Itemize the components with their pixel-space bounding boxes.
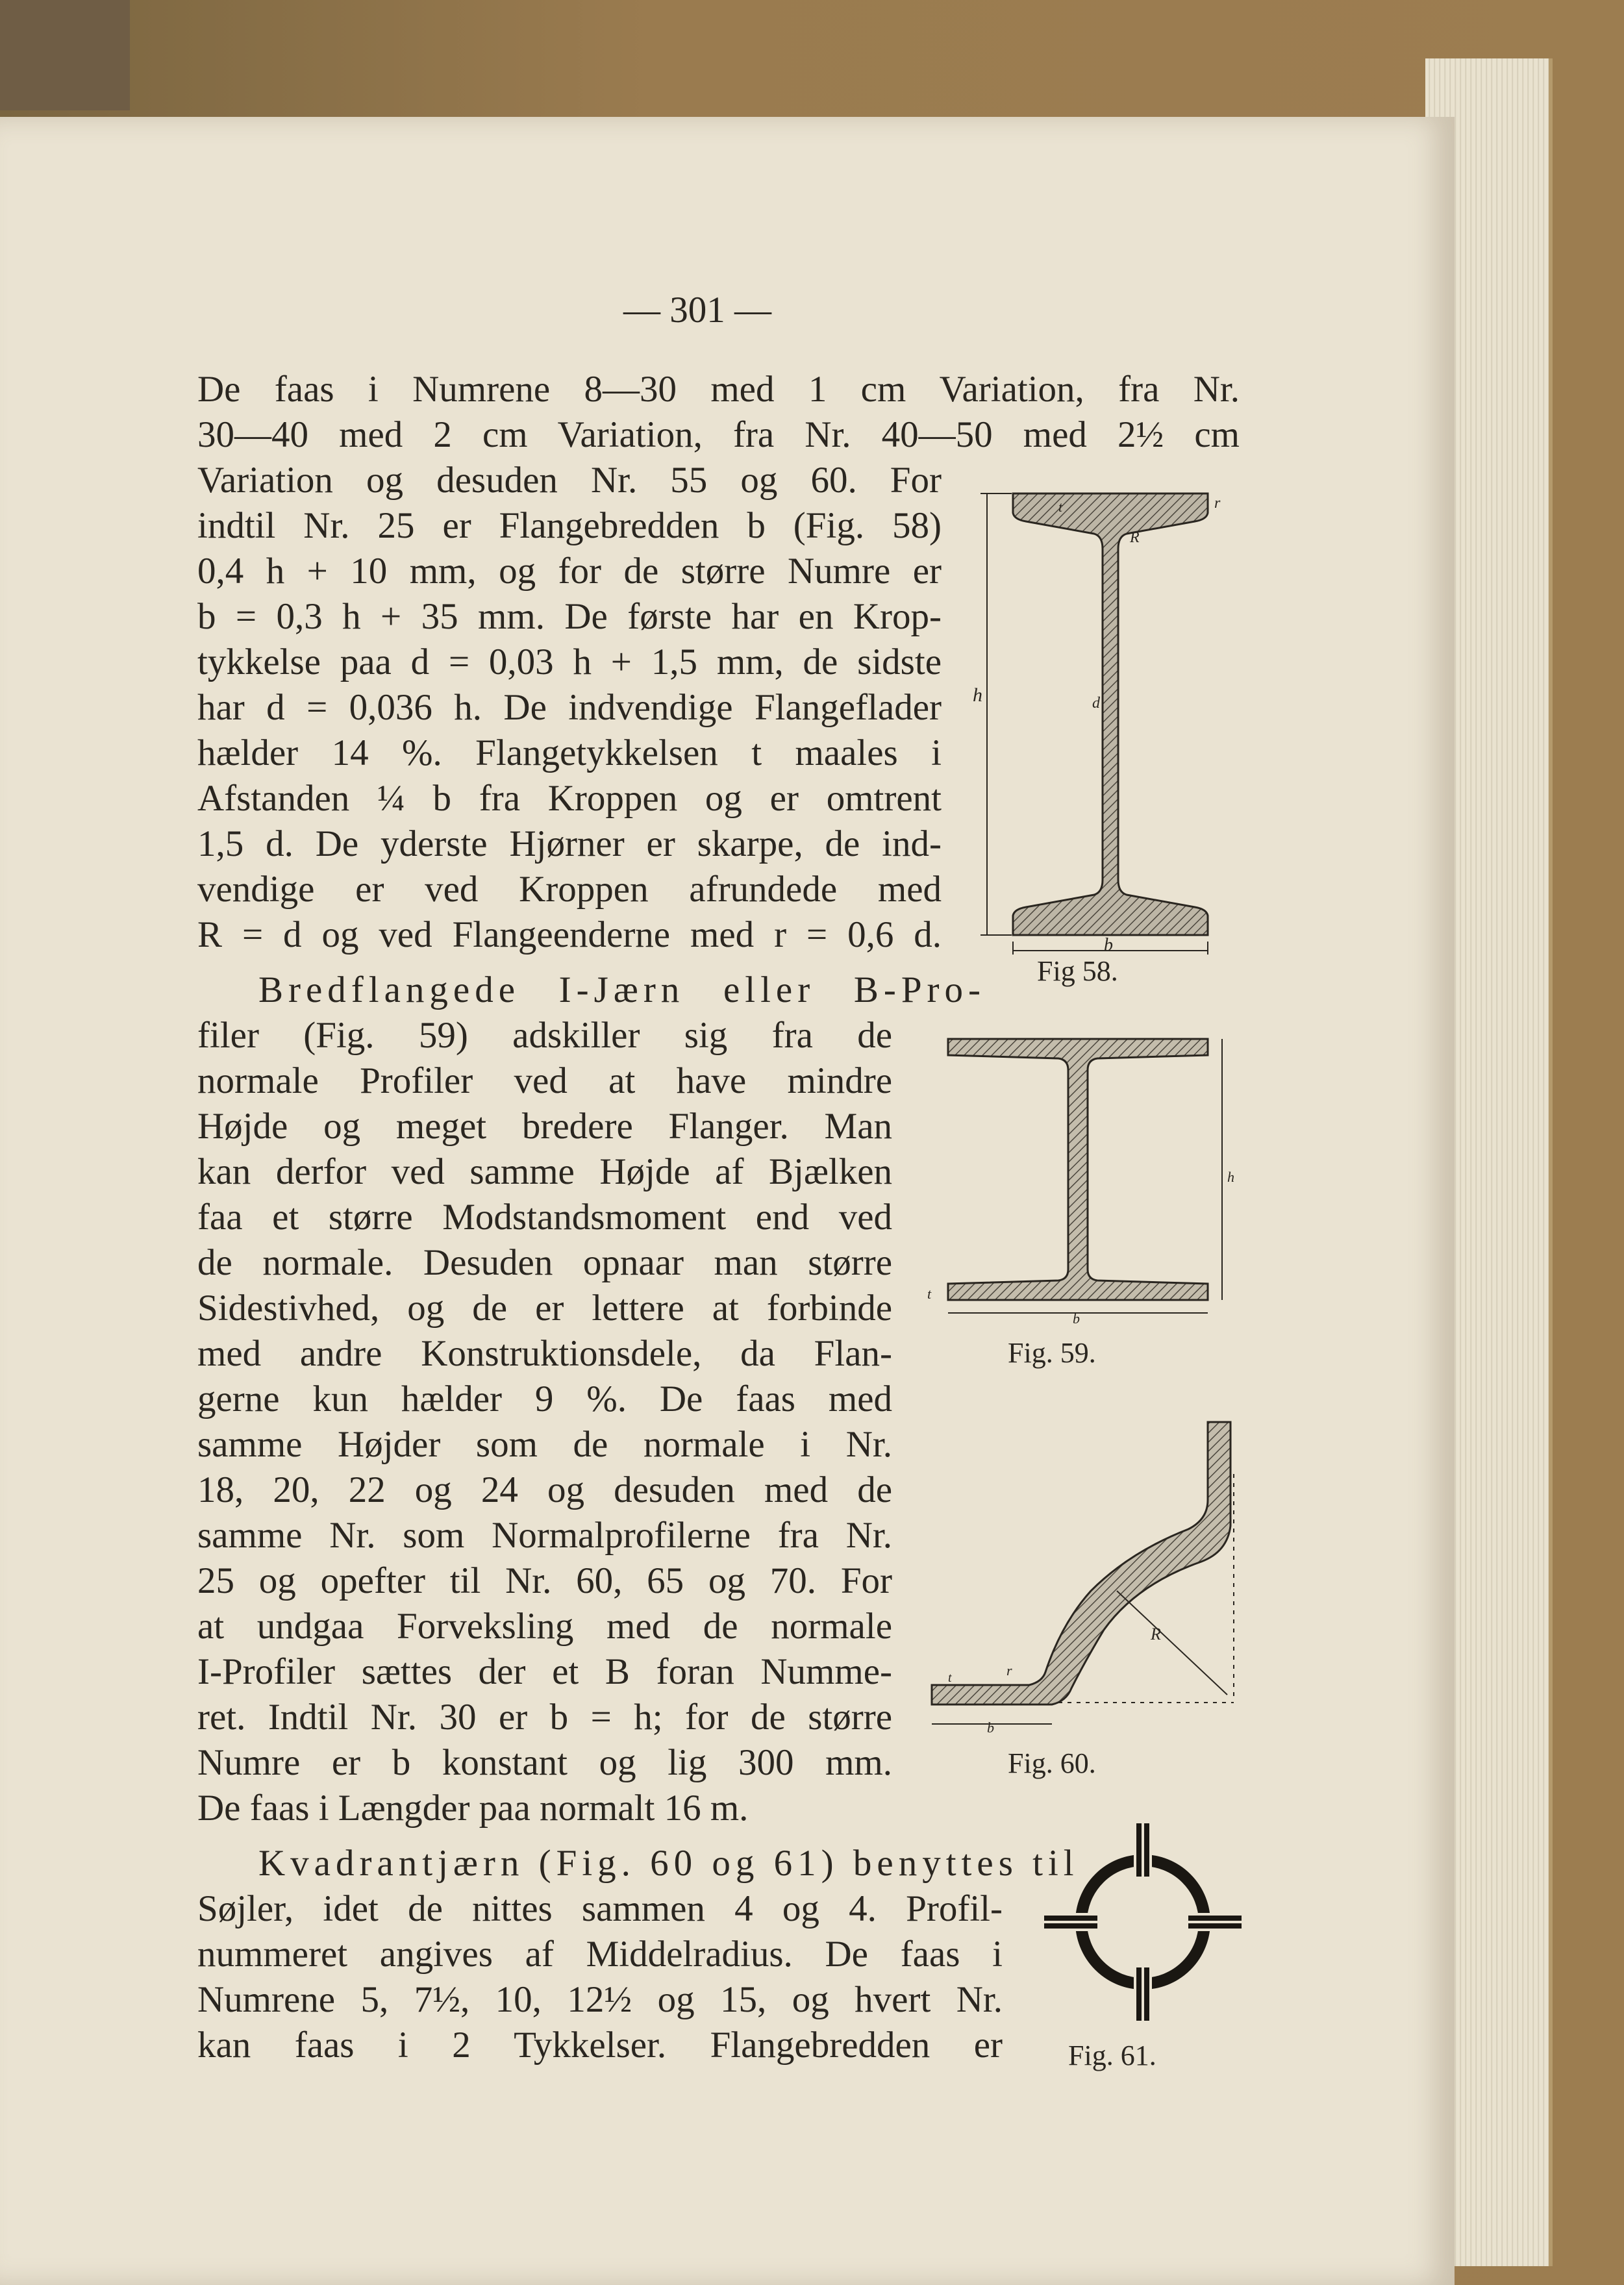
text-line-20: de normale. Desuden opnaar man større bbox=[197, 1242, 892, 1283]
fig59-broad-flange-diagram bbox=[922, 1032, 1247, 1325]
text-line-37: kan faas i 2 Tykkelser. Flangebredden er bbox=[197, 2025, 1003, 2066]
text-line-21: Sidestivhed, og de er lettere at forbinde bbox=[197, 1288, 892, 1329]
text-line-32: De faas i Længder paa normalt 16 m. bbox=[197, 1788, 749, 1829]
spine-cloth bbox=[0, 0, 130, 110]
text-line-12: vendige er ved Kroppen afrundede med bbox=[197, 869, 942, 910]
text-line-16: normale Profiler ved at have mindre bbox=[197, 1060, 892, 1101]
text-line-17: Højde og meget bredere Flanger. Man bbox=[197, 1106, 892, 1147]
text-line-3: Variation og desuden Nr. 55 og 60. For bbox=[197, 460, 942, 501]
text-line-10: Afstanden ¼ b fra Kroppen og er omtrent bbox=[197, 778, 942, 819]
text-line-5: 0,4 h + 10 mm, og for de større Numre er bbox=[197, 551, 942, 592]
fig61-caption: Fig. 61. bbox=[1068, 2040, 1156, 2071]
fig58-ibeam-diagram bbox=[968, 481, 1240, 955]
text-line-7: tykkelse paa d = 0,03 h + 1,5 mm, de sidste bbox=[197, 642, 942, 682]
fig58-label-R: R bbox=[1130, 529, 1140, 546]
text-line-23: gerne kun hælder 9 %. De faas med bbox=[197, 1379, 892, 1419]
fig58-label-b: b bbox=[1104, 935, 1113, 955]
fig59-caption: Fig. 59. bbox=[1008, 1337, 1096, 1369]
text-line-11: 1,5 d. De yderste Hjørner er skarpe, de ind- bbox=[197, 823, 942, 864]
fig58-label-d: d bbox=[1092, 695, 1100, 712]
fig60-label-b: b bbox=[987, 1719, 994, 1734]
text-line-36: Numrene 5, 7½, 10, 12½ og 15, og hvert Nr. bbox=[197, 1979, 1003, 2020]
text-line-14: Bredflangede I-Jærn eller B-Pro- bbox=[258, 969, 986, 1010]
text-line-22: med andre Konstruktionsdele, da Flan- bbox=[197, 1333, 892, 1374]
text-line-27: 25 og opefter til Nr. 60, 65 og 70. For bbox=[197, 1560, 892, 1601]
text-line-28: at undgaa Forveksling med de normale bbox=[197, 1606, 892, 1647]
fig59-label-h: h bbox=[1227, 1169, 1234, 1185]
fig60-caption: Fig. 60. bbox=[1008, 1747, 1096, 1779]
text-line-8: har d = 0,036 h. De indvendige Flangeflader bbox=[197, 687, 942, 728]
fig60-label-t: t bbox=[948, 1671, 952, 1685]
text-line-33: Kvadrantjærn (Fig. 60 og 61) benyttes til bbox=[258, 1843, 1079, 1884]
text-line-19: faa et større Modstandsmoment end ved bbox=[197, 1197, 892, 1238]
fig60-label-r: r bbox=[1006, 1662, 1012, 1679]
text-line-4: indtil Nr. 25 er Flangebredden b (Fig. 58) bbox=[197, 505, 942, 546]
fig60-label-R: R bbox=[1151, 1625, 1161, 1643]
text-line-1: De faas i Numrene 8—30 med 1 cm Variation, fra Nr. bbox=[197, 369, 1240, 410]
page-number: — 301 — bbox=[623, 290, 771, 331]
text-line-6: b = 0,3 h + 35 mm. De første har en Krop- bbox=[197, 596, 942, 637]
text-line-18: kan derfor ved samme Højde af Bjælken bbox=[197, 1151, 892, 1192]
text-line-15: filer (Fig. 59) adskiller sig fra de bbox=[197, 1015, 892, 1056]
text-line-2: 30—40 med 2 cm Variation, fra Nr. 40—50 med 2½ cm bbox=[197, 414, 1240, 455]
text-line-24: samme Højder som de normale i Nr. bbox=[197, 1424, 892, 1465]
fig58-label-r: r bbox=[1214, 495, 1221, 512]
text-line-35: nummeret angives af Middelradius. De faas i bbox=[197, 1934, 1003, 1975]
text-line-34: Søjler, idet de nittes sammen 4 og 4. Profil- bbox=[197, 1888, 1003, 1929]
fig58-caption: Fig 58. bbox=[1037, 955, 1118, 987]
text-line-29: I-Profiler sættes der et B foran Numme- bbox=[197, 1651, 892, 1692]
text-line-31: Numre er b konstant og lig 300 mm. bbox=[197, 1742, 892, 1783]
text-line-25: 18, 20, 22 og 24 og desuden med de bbox=[197, 1469, 892, 1510]
text-line-30: ret. Indtil Nr. 30 er b = h; for de større bbox=[197, 1697, 892, 1738]
fig60-quadrant-iron-diagram bbox=[922, 1416, 1240, 1734]
text-line-9: hælder 14 %. Flangetykkelsen t maales i bbox=[197, 732, 942, 773]
fig59-label-b: b bbox=[1073, 1310, 1080, 1325]
text-line-26: samme Nr. som Normalprofilerne fra Nr. bbox=[197, 1515, 892, 1556]
fig61-column-section-diagram bbox=[1039, 1818, 1247, 2026]
fig58-label-h: h bbox=[973, 684, 982, 706]
text-line-13: R = d og ved Flangeenderne med r = 0,6 d. bbox=[197, 914, 942, 955]
fig58-label-t: t bbox=[1058, 499, 1063, 515]
fig59-label-t: t bbox=[927, 1286, 932, 1302]
